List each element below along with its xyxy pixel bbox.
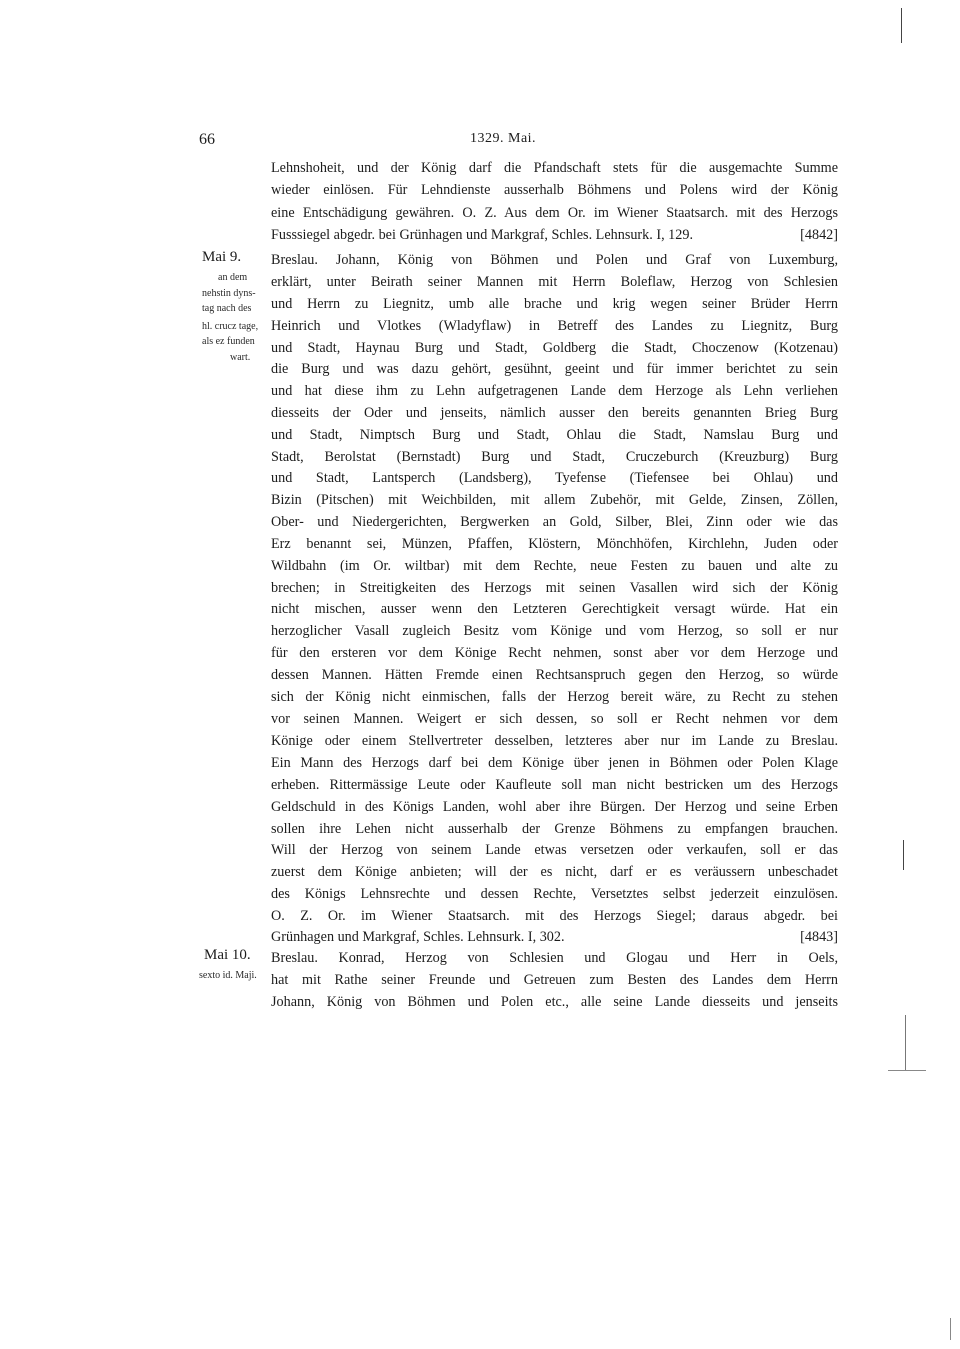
- text-line: nicht mischen, ausser wenn den Letzteren Gerechtigkeit versagt würde. Hat ein: [271, 601, 838, 617]
- margin-note-line: tag nach des: [202, 303, 252, 314]
- text-line: Wildbahn (im Or. wiltbar) mit dem Rechte, neue Festen zu bauen und alte zu: [271, 558, 838, 574]
- text-line: vor seinen Mannen. Weigert er sich dessen, so soll er Recht nehmen vor dem: [271, 711, 838, 727]
- text-line: Johann, König von Böhmen und Polen etc., alle seine Lande diesseits und jenseits: [271, 994, 838, 1010]
- text-line: erheben. Rittermässige Leute oder Kaufleute soll man nicht bestricken um des Herzogs: [271, 777, 838, 793]
- text-line: sich der König nicht einmischen, falls der Herzog bereit wäre, zu Recht zu stehen: [271, 689, 838, 705]
- text-line: Heinrich und Vlotkes (Wladyflaw) in Betreff des Landes zu Liegnitz, Burg: [271, 318, 838, 334]
- scan-edge-mark: [950, 1318, 951, 1340]
- text-line: Breslau. Konrad, Herzog von Schlesien und Glogau und Herr in Oels,: [271, 950, 838, 966]
- margin-note-line: wart.: [230, 352, 251, 363]
- text-line: und hat diese ihm zu Lehn aufgetragenen Lande dem Herzoge als Lehn verliehen: [271, 383, 838, 399]
- text-line: dessen Mannen. Hätten Fremde einen Rechtsanspruch gegen den Herzog, so würde: [271, 667, 838, 683]
- text-line: [271, 927, 838, 947]
- text-line: die Burg und was dazu gehört, gesühnt, geeint und für immer berichtet zu sein: [271, 361, 838, 377]
- margin-note-line: nehstin dyns-: [202, 288, 256, 299]
- text-line: sollen ihre Lehen nicht ausserhalb der Grenze Böhmens zu empfangen brauchen.: [271, 821, 838, 837]
- entry-number: [4843]: [800, 929, 838, 945]
- text-line: [271, 225, 838, 245]
- page-number: 66: [199, 131, 215, 148]
- text-line: diesseits der Oder und jenseits, nämlich ausser den bereits genannten Brieg Burg: [271, 405, 838, 421]
- text-line: zuerst dem Könige anbieten; will der es nicht, darf er es veräussern unbeschadet: [271, 864, 838, 880]
- scan-edge-mark: [903, 840, 904, 870]
- running-head: 1329. Mai.: [470, 131, 537, 146]
- text-line: Erz benannt sei, Münzen, Pfaffen, Klöstern, Mönchhöfen, Kirchlehn, Juden oder: [271, 536, 838, 552]
- text-line: O. Z. Or. im Wiener Staatsarch. mit des Herzogs Siegel; daraus abgedr. bei: [271, 908, 838, 924]
- text-line: eine Entschädigung gewähren. O. Z. Aus dem Or. im Wiener Staatsarch. mit des Herzogs: [271, 205, 838, 221]
- entry-number: [4842]: [800, 227, 838, 243]
- scan-edge-mark: [901, 8, 902, 43]
- text-line: Könige oder einem Stellvertreter desselben, letzteres aber nur im Lande zu Breslau.: [271, 733, 838, 749]
- text-line: erklärt, unter Beirath seiner Mannen mit Herrn Boleflaw, Herzog von Schlesien: [271, 274, 838, 290]
- source-citation: Grünhagen und Markgraf, Schles. Lehnsurk. I, 302.: [271, 929, 565, 945]
- text-line: Ober- und Niedergerichten, Bergwerken an Gold, Silber, Blei, Zinn oder wie das: [271, 514, 838, 530]
- source-citation: Fusssiegel abgedr. bei Grünhagen und Markgraf, Schles. Lehnsurk. I, 129.: [271, 227, 693, 243]
- text-line: und Stadt, Lantsperch (Landsberg), Tyefense (Tiefensee bei Ohlau) und: [271, 470, 838, 486]
- text-line: Breslau. Johann, König von Böhmen und Polen und Graf von Luxemburg,: [271, 252, 838, 268]
- text-line: brechen; in Streitigkeiten des Herzogs mit seinen Vasallen wird sich der König: [271, 580, 838, 596]
- margin-note-line: als ez funden: [202, 336, 255, 347]
- text-line: und Herrn zu Liegnitz, umb alle brache und krig wegen seiner Brüder Herrn: [271, 296, 838, 312]
- text-line: und Stadt, Nimptsch Burg und Stadt, Ohlau die Stadt, Namslau Burg und: [271, 427, 838, 443]
- scan-edge-mark: [905, 1015, 906, 1070]
- text-line: Stadt, Berolstat (Bernstadt) Burg und Stadt, Cruczeburch (Kreuzburg) Burg: [271, 449, 838, 465]
- text-line: Bizin (Pitschen) mit Weichbilden, mit allem Zubehör, mit Gelde, Zinsen, Zöllen,: [271, 492, 838, 508]
- margin-date: Mai 9.: [202, 249, 242, 265]
- text-line: und Stadt, Haynau Burg und Stadt, Goldberg die Stadt, Choczenow (Kotzenau): [271, 340, 838, 356]
- margin-note-line: hl. crucz tage,: [202, 321, 259, 332]
- margin-date: Mai 10.: [204, 947, 251, 963]
- text-line: hat mit Rathe seiner Freunde und Getreuen zum Besten des Landes dem Herrn: [271, 972, 838, 988]
- margin-note-line: sexto id. Maji.: [199, 970, 257, 981]
- text-line: des Königs Lehnsrechte und dessen Rechte, Versetztes selbst jederzeit einzulösen.: [271, 886, 838, 902]
- text-line: herzoglicher Vasall zugleich Besitz vom Könige und vom Herzog, so soll er nur: [271, 623, 838, 639]
- text-line: für den ersteren vor dem Könige Recht nehmen, sonst aber vor dem Herzoge und: [271, 645, 838, 661]
- text-line: Ein Mann des Herzogs darf bei dem Könige über jenen in Böhmen oder Polen Klage: [271, 755, 838, 771]
- text-line: wieder einlösen. Für Lehndienste ausserhalb Böhmens und Polens wird der König: [271, 182, 838, 198]
- text-line: Geldschuld in des Königs Landen, wohl aber ihre Bürgen. Der Herzog und seine Erben: [271, 799, 838, 815]
- scan-edge-mark: [888, 1070, 926, 1071]
- text-line: Lehnshoheit, und der König darf die Pfandschaft stets für die ausgemachte Summe: [271, 160, 838, 176]
- text-line: Will der Herzog von seinem Lande etwas versetzen oder verkaufen, soll er das: [271, 842, 838, 858]
- margin-note-line: an dem: [218, 272, 248, 283]
